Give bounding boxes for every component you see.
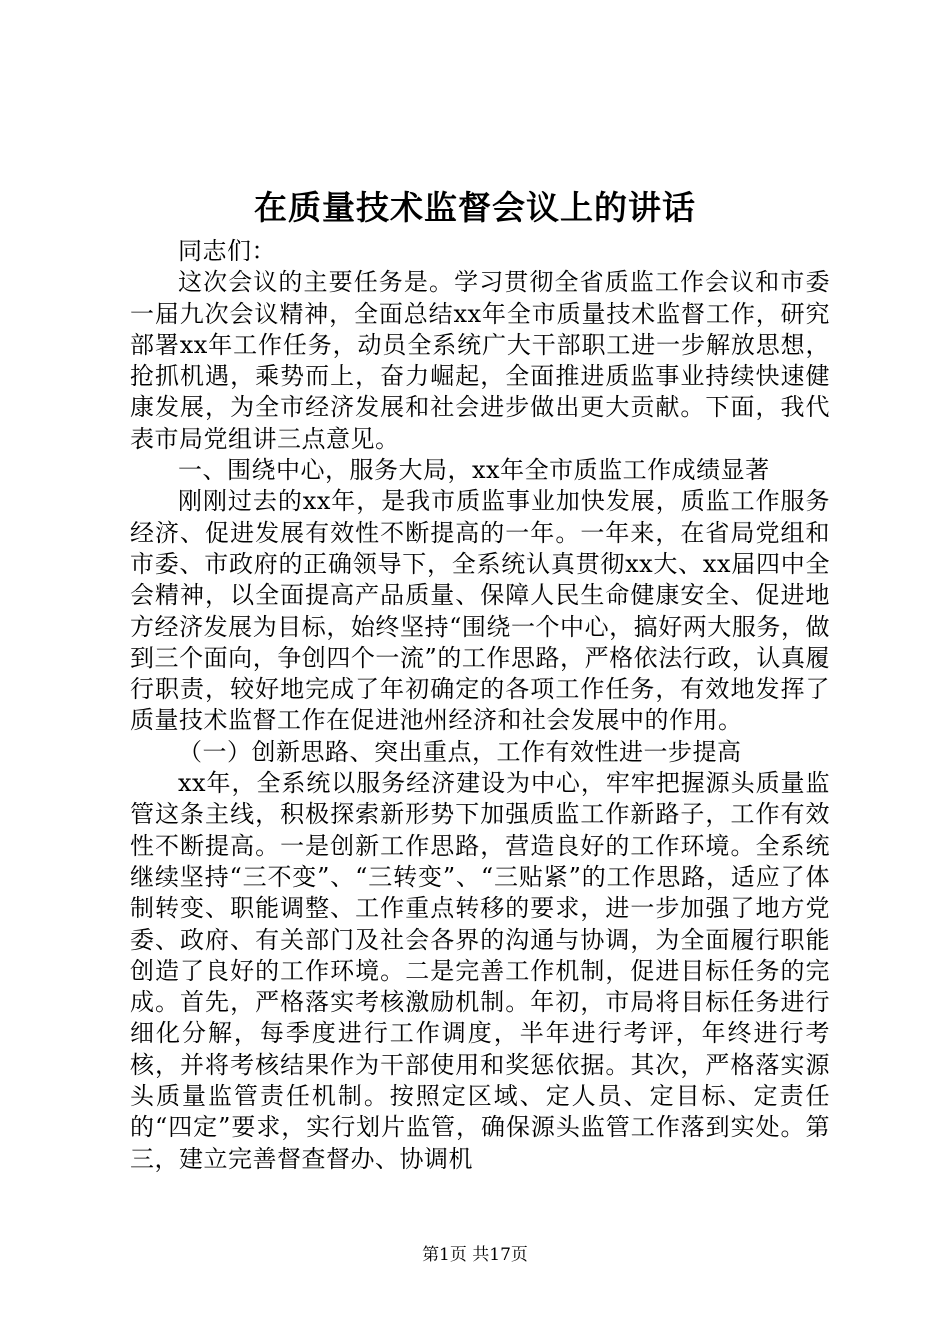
section-heading-1: 一、围绕中心，服务大局，xx年全市质监工作成绩显著 <box>178 456 770 485</box>
document-title: 在质量技术监督会议上的讲话 <box>254 188 696 227</box>
paragraph-intro: 这次会议的主要任务是。学习贯彻全省质监工作会议和市委一届九次会议精神，全面总结xx年全市质量技术监督工作，研究部署xx年工作任务，动员全系统广大干部职工进一步解放思想，抢抓机遇，乘势而上，奋力崛起，全面推进质监事业持续快速健康发展，为全市经济发展和社会进步做出更大贡献。下面，我代表市局党组讲三点意见。 <box>130 268 830 453</box>
document-body <box>130 236 830 1175</box>
paragraph-innovation: xx年，全系统以服务经济建设为中心，牢牢把握源头质量监管这条主线，积极探索新形势下加强质监工作新路子，工作有效性不断提高。一是创新工作思路，营造良好的工作环境。全系统继续坚持“三不变”、“三转变”、“三贴紧”的工作思路，适应了体制转变、职能调整、工作重点转移的要求，进一步加强了地方党委、政府、有关部门及社会各界的沟通与协调，为全面履行职能创造了良好的工作环境。二是完善工作机制，促进目标任务的完成。首先，严格落实考核激励机制。年初，市局将目标任务进行细化分解，每季度进行工作调度，半年进行考评，年终进行考核，并将考核结果作为干部使用和奖惩依据。其次，严格落实源头质量监管责任机制。按照定区域、定人员、定目标、定责任的“四定”要求，实行划片监管，确保源头监管工作落到实处。第三，建立完善督查督办、协调机 <box>130 769 830 1173</box>
subsection-heading-1: （一）创新思路、突出重点，工作有效性进一步提高 <box>178 737 742 766</box>
paragraph-achievements: 刚刚过去的xx年，是我市质监事业加快发展，质监工作服务经济、促进发展有效性不断提高的一年。一年来，在省局党组和市委、市政府的正确领导下，全系统认真贯彻xx大、xx届四中全会精神，以全面提高产品质量、保障人民生命健康安全、促进地方经济发展为目标，始终坚持“围绕一个中心，搞好两大服务，做到三个面向，争创四个一流”的工作思路，严格依法行政，认真履行职责，较好地完成了年初确定的各项工作任务，有效地发挥了质量技术监督工作在促进池州经济和社会发展中的作用。 <box>130 487 830 735</box>
page-footer: 第1页 共17页 <box>422 1245 528 1265</box>
salutation: 同志们： <box>178 237 276 265</box>
